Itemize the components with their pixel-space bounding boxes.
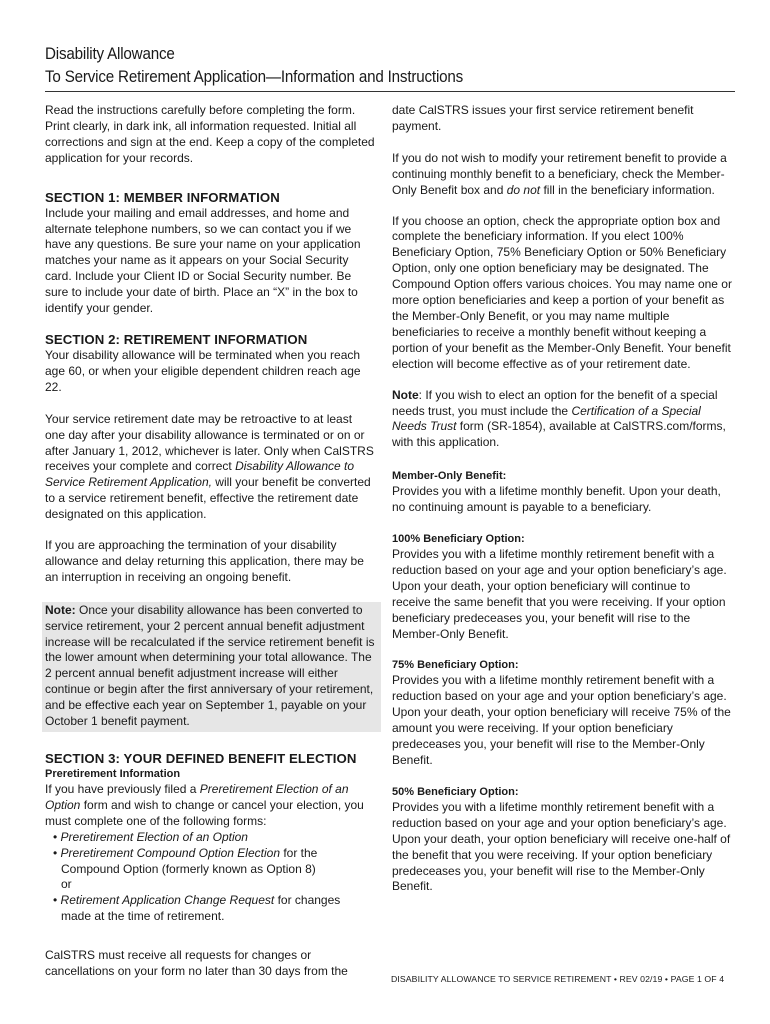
form-title-italic: Certification of a Special Needs Trust: [392, 403, 701, 434]
form-title-italic: Preretirement Election of an Option: [45, 782, 349, 812]
text-run: fill in the beneficiary information.: [540, 182, 715, 197]
option-instructions: If you choose an option, check the appropriate option box and complete the beneficiary information. If you elect 100% Beneficiary Option, 75% Beneficiary Option or 50% Beneficiary Option, only one option beneficiary may be designated. The Compound Option offers various choices. You may name one or more option beneficiaries and keep a portion of your benefit as the Member-Only Benefit, or you may name multiple beneficiaries to receive a monthly benefit without keeping a portion of your benefit as the Member-Only Benefit. Your benefit election will become effective as of your retirement date.: [392, 213, 732, 371]
list-item-continuation: made at the time of retirement.: [61, 909, 225, 924]
title-line-1: Disability Allowance: [45, 45, 175, 63]
note-text: Once your disability allowance has been converted to service retirement, your 2 percent annual benefit adjustment increase will be recalculated if the service retirement benefit is the lower amount when determining your total allowance. The 2 percent annual benefit adjustment increase will either continue or begin after the first anniversary of your retirement, and be effective each year on September 1, payable on your October 1 benefit payment.: [45, 602, 375, 729]
option-50-body: Provides you with a lifetime monthly retirement benefit with a reduction based on your age and your option beneficiary’s age. Upon your death, your option beneficiary will receive one-half of the benefit that you were receiving. If your option beneficiary predeceases you, your benefit will rise to the Member-Only Benefit.: [392, 799, 731, 894]
intro-paragraph: Read the instructions carefully before completing the form. Print clearly, in dark ink, all information requested. Initial all corrections and sign at the end. Keep a copy of the completed application for your records.: [45, 103, 375, 165]
text-run: Your service retirement date may be retroactive to at least one day after your disability allowance is terminated or on or after January 1, 2012, whichever is later. Only when CalSTRS receives your complete and correct: [45, 411, 374, 474]
option-50-heading: 50% Beneficiary Option:: [392, 785, 519, 798]
option-100-heading: 100% Beneficiary Option:: [392, 533, 525, 546]
list-item-continuation: Compound Option (formerly known as Option 8): [61, 861, 316, 876]
section-2-paragraph-3: If you are approaching the termination of your disability allowance and delay returning this application, there may be an interruption in receiving an ongoing benefit.: [45, 538, 364, 584]
text-run: If you have previously filed a: [45, 782, 200, 796]
text-run: will your benefit be converted to a service retirement benefit, effective the retirement date designated on this application.: [45, 475, 371, 522]
option-75-heading: 75% Beneficiary Option:: [392, 659, 519, 672]
section-3-paragraph-1: [45, 782, 375, 830]
section-1-body: Include your mailing and email addresses, and home and alternate telephone numbers, so we can contact you if we have any questions. Be sure your name on your application matches your name as it appears on your Social Security card. Include your Client ID or Social Security number. Be sure to include your date of birth. Place an “X” in the box to identify your gender.: [45, 205, 361, 316]
special-needs-note: [392, 388, 732, 452]
member-only-heading: Member-Only Benefit:: [392, 470, 507, 483]
section-1-heading: SECTION 1: MEMBER INFORMATION: [45, 189, 280, 205]
form-title-italic: Disability Allowance to Service Retirement Application,: [45, 459, 355, 490]
note-box: [42, 602, 381, 732]
page-footer: DISABILITY ALLOWANCE TO SERVICE RETIREMENT • REV 02/19 • PAGE 1 OF 4: [391, 974, 725, 984]
text-run: form (SR-1854), available at CalSTRS.com/forms, with this application.: [392, 419, 726, 450]
forms-list: [45, 830, 375, 925]
form-title-italic: Retirement Application Change Request: [60, 893, 275, 908]
bullet: •: [53, 845, 58, 860]
title-divider: [45, 91, 735, 92]
option-100-body: Provides you with a lifetime monthly retirement benefit with a reduction based on your age and your option beneficiary’s age. Upon your death, your option beneficiary will continue to receive the same benefit that you were receiving. If your option beneficiary predeceases you, your benefit will rise to the Member-Only Benefit.: [392, 547, 727, 641]
preretirement-subheading: Preretirement Information: [45, 768, 181, 780]
bullet: •: [53, 829, 58, 844]
note-label: Note:: [45, 602, 76, 617]
text-run: for changes: [274, 893, 341, 908]
text-run: : If you wish to elect an option for the benefit of a special needs trust, you must include the: [392, 387, 718, 418]
emphasis-italic: do not: [506, 182, 541, 197]
option-75-body: Provides you with a lifetime monthly retirement benefit with a reduction based on your age and your option beneficiary’s age. Upon your death, your option beneficiary will receive 75% of the amount you were receiving. If your option beneficiary predeceases you, your benefit will rise to the Member-Only Benefit.: [392, 673, 731, 767]
note-label: Note: [392, 387, 419, 402]
title-line-2: To Service Retirement Application—Information and Instructions: [45, 68, 464, 86]
text-run: If you do not wish to modify your retirement benefit to provide a continuing monthly benefit to a beneficiary, check the Member-Only Benefit box and: [392, 150, 727, 197]
right-column: [392, 103, 732, 895]
document-title: [45, 43, 735, 89]
section-2-heading: SECTION 2: RETIREMENT INFORMATION: [45, 331, 308, 347]
form-title-italic: Preretirement Election of an Option: [60, 829, 248, 844]
list-item: [45, 830, 375, 846]
continued-paragraph: date CalSTRS issues your first service retirement benefit payment.: [392, 103, 694, 133]
bullet: •: [53, 893, 58, 908]
text-run: form and wish to change or cancel your election, you must complete one of the following forms:: [45, 797, 364, 828]
member-only-body: Provides you with a lifetime monthly benefit. Upon your death, no continuing amount is payable to a beneficiary.: [392, 484, 721, 515]
closing-paragraph: CalSTRS must receive all requests for changes or cancellations on your form no later than 30 days from the: [45, 948, 348, 979]
list-or: or: [61, 877, 72, 892]
member-only-instructions: [392, 151, 732, 199]
left-column: [45, 103, 375, 980]
list-item: [45, 846, 375, 862]
section-2-paragraph-2: [45, 412, 375, 523]
section-2-paragraph-1: Your disability allowance will be terminated when you reach age 60, or when your eligible dependent children reach age 22.: [45, 347, 361, 394]
text-run: for the: [280, 845, 318, 860]
section-3-heading: SECTION 3: YOUR DEFINED BENEFIT ELECTION: [45, 751, 357, 766]
form-title-italic: Preretirement Compound Option Election: [60, 845, 280, 860]
list-item: [45, 893, 375, 909]
